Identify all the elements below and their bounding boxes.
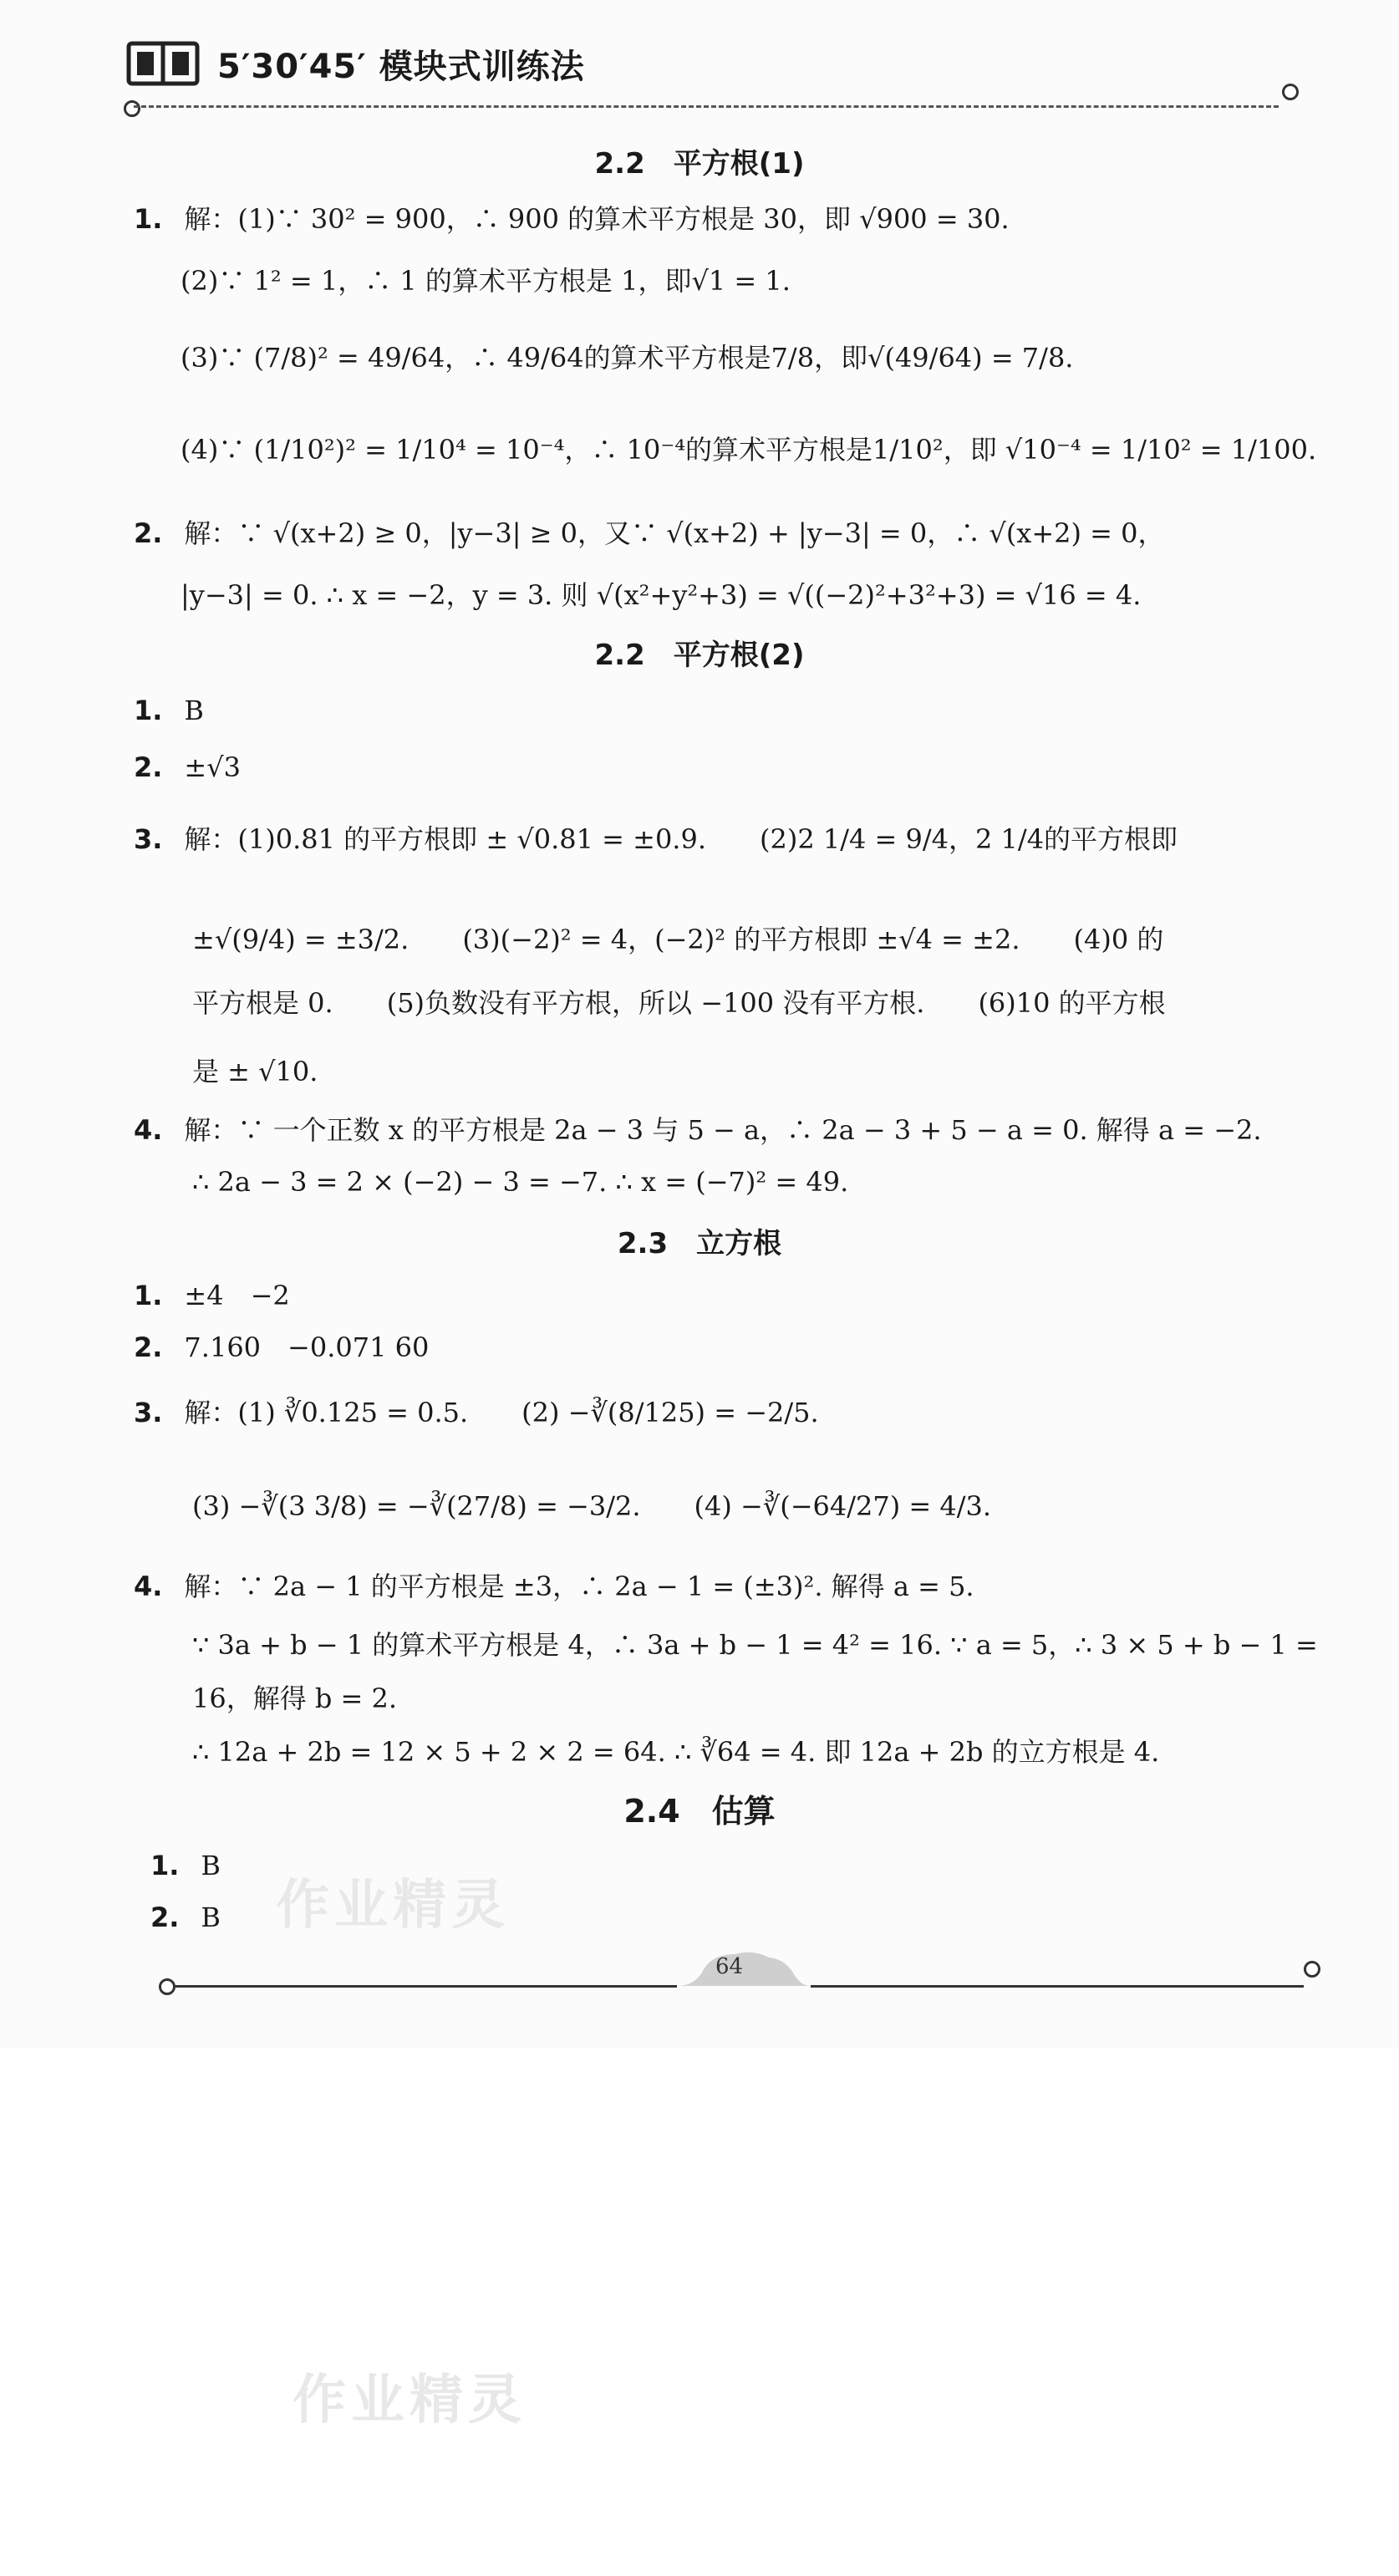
- s2-q3-4: 是 ± √10.: [192, 1056, 318, 1087]
- s2-q3-2: ±√(9/4) = ±3/2. (3)(−2)² = 4，(−2)² 的平方根即 ±√4 = ±2. (4)0 的: [192, 924, 1164, 955]
- q1-4: (4)∵ (1/10²)² = 1/10⁴ = 10⁻⁴，∴ 10⁻⁴的算术平方根是1/10²，即 √10⁻⁴ = 1/10² = 1/100.: [181, 434, 1317, 466]
- s2-q4-1: 4. 解：∵ 一个正数 x 的平方根是 2a − 3 与 5 − a，∴ 2a − 3 + 5 − a = 0. 解得 a = −2.: [134, 1114, 1262, 1146]
- s3-q1: 1. ±4 −2: [134, 1280, 290, 1311]
- section-title-2-3: 2.3 立方根: [617, 1227, 782, 1260]
- q1-2: (2)∵ 1² = 1，∴ 1 的算术平方根是 1，即√1 = 1.: [181, 265, 791, 297]
- s3-q4-4: ∴ 12a + 2b = 12 × 5 + 2 × 2 = 64. ∴ ∛64 = 4. 即 12a + 2b 的立方根是 4.: [192, 1736, 1160, 1768]
- s2-q1: 1. B: [134, 695, 204, 726]
- section-title-2-2-2: 2.2 平方根(2): [594, 639, 805, 672]
- section-title-2-2-1: 2.2 平方根(1): [594, 147, 805, 181]
- s2-q3-1: 3. 解：(1)0.81 的平方根即 ± √0.81 = ±0.9. (2)2 1/4 = 9/4，2 1/4的平方根即: [134, 823, 1178, 855]
- s2-q4-2: ∴ 2a − 3 = 2 × (−2) − 3 = −7. ∴ x = (−7)² = 49.: [192, 1166, 849, 1198]
- section-title-2-4: 2.4 估算: [623, 1793, 776, 1830]
- page-number-cloud-icon: [677, 1947, 811, 1988]
- q1-3: (3)∵ (7/8)² = 49/64，∴ 49/64的算术平方根是7/8，即√(49/64) = 7/8.: [181, 342, 1074, 374]
- page-number: 64: [715, 1954, 744, 1979]
- s3-q2: 2. 7.160 −0.071 60: [134, 1331, 430, 1363]
- page-header: [125, 30, 585, 97]
- watermark-top: 作业精灵: [276, 1875, 510, 1937]
- q1-1: 1. 解：(1)∵ 30² = 900，∴ 900 的算术平方根是 30，即 √900 = 30.: [134, 203, 1010, 235]
- s2-q2: 2. ±√3: [134, 751, 241, 783]
- s3-q3-2: (3) −∛(3 3/8) = −∛(27/8) = −3/2. (4) −∛(−64/27) = 4/3.: [192, 1490, 992, 1522]
- q2-1: 2. 解：∵ √(x+2) ≥ 0，|y−3| ≥ 0，又∵ √(x+2) + |y−3| = 0，∴ √(x+2) = 0，: [134, 517, 1165, 549]
- watermark-bottom: 作业精灵: [293, 2370, 527, 2431]
- header-right-dot: [1282, 84, 1299, 100]
- book-logo-icon: [125, 40, 201, 87]
- footer-rule-right: [811, 1985, 1304, 1988]
- brand-title: 5′30′45′ 模块式训练法: [217, 47, 585, 86]
- s3-q4-3: 16，解得 b = 2.: [192, 1683, 398, 1714]
- header-left-dot: [124, 100, 140, 117]
- footer-left-dot: [159, 1978, 176, 1995]
- s3-q4-1: 4. 解：∵ 2a − 1 的平方根是 ±3，∴ 2a − 1 = (±3)². 解得 a = 5.: [134, 1571, 974, 1602]
- s4-q1: 1. B: [150, 1850, 221, 1881]
- q2-2: |y−3| = 0. ∴ x = −2，y = 3. 则 √(x²+y²+3) = √((−2)²+3²+3) = √16 = 4.: [181, 579, 1142, 611]
- s2-q3-3: 平方根是 0. (5)负数没有平方根，所以 −100 没有平方根. (6)10 的平方根: [192, 987, 1166, 1019]
- s3-q4-2: ∵ 3a + b − 1 的算术平方根是 4，∴ 3a + b − 1 = 4² = 16. ∵ a = 5，∴ 3 × 5 + b − 1 =: [192, 1629, 1318, 1661]
- s4-q2: 2. B: [150, 1901, 221, 1933]
- footer-right-dot: [1304, 1961, 1320, 1978]
- footer-rule-left: [176, 1985, 677, 1988]
- header-dashed-rule: [134, 105, 1279, 108]
- s3-q3-1: 3. 解：(1) ∛0.125 = 0.5. (2) −∛(8/125) = −2/5.: [134, 1397, 819, 1428]
